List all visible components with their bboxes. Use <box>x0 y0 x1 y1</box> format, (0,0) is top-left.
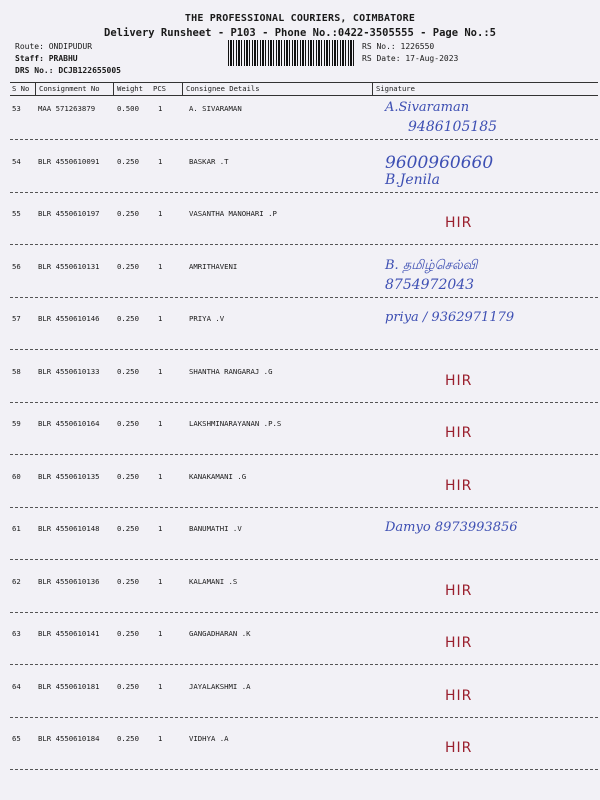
row-sno: 65 <box>12 734 21 743</box>
row-weight: 0.250 <box>117 734 139 743</box>
row-consignee-name: LAKSHMINARAYANAN .P.S <box>189 419 282 428</box>
signature-line-2: 8754972043 <box>385 277 475 293</box>
row-pcs: 1 <box>158 682 163 691</box>
row-sno: 60 <box>12 472 21 481</box>
signature-hir: HIR <box>445 478 473 494</box>
row-consignment-number: BLR 4550610133 <box>38 367 100 376</box>
signature-line-1: priya / 9362971179 <box>385 310 515 325</box>
col-header-consignee: Consignee Details <box>186 84 260 93</box>
header-bottom-line <box>10 95 598 96</box>
row-sno: 56 <box>12 262 21 271</box>
row-pcs: 1 <box>158 367 163 376</box>
row-weight: 0.250 <box>117 157 139 166</box>
row-consignment-number: BLR 4550610164 <box>38 419 100 428</box>
signature-line-2: B.Jenila <box>385 172 440 188</box>
row-weight: 0.250 <box>117 682 139 691</box>
signature-line-2: 9486105185 <box>408 119 498 135</box>
row-consignment-number: BLR 4550610131 <box>38 262 100 271</box>
row-weight: 0.250 <box>117 524 139 533</box>
row-separator <box>10 244 598 245</box>
row-sno: 63 <box>12 629 21 638</box>
col-header-weight: Weight <box>117 84 143 93</box>
row-consignee-name: BASKAR .T <box>189 157 229 166</box>
rs-number: RS No.: 1226550 <box>362 42 435 51</box>
row-consignee-name: SHANTHA RANGARAJ .G <box>189 367 273 376</box>
signature-hir: HIR <box>445 425 473 441</box>
row-sno: 54 <box>12 157 21 166</box>
row-consignee-name: AMRITHAVENI <box>189 262 238 271</box>
row-pcs: 1 <box>158 157 163 166</box>
route-label: Route: ONDIPUDUR <box>15 42 93 51</box>
staff-label: Staff: PRABHU <box>15 54 78 63</box>
row-separator <box>10 664 598 665</box>
row-consignee-name: VIDHYA .A <box>189 734 229 743</box>
row-separator <box>10 559 598 560</box>
row-sno: 55 <box>12 209 21 218</box>
col-header-pcs: PCS <box>153 84 166 93</box>
row-consignment-number: BLR 4550610141 <box>38 629 100 638</box>
col-header-sno: S No <box>12 84 30 93</box>
row-consignee-name: KALAMANI .S <box>189 577 238 586</box>
signature-hir: HIR <box>445 373 473 389</box>
row-sno: 57 <box>12 314 21 323</box>
row-pcs: 1 <box>158 419 163 428</box>
col-header-signature: Signature <box>376 84 415 93</box>
row-pcs: 1 <box>158 314 163 323</box>
row-separator <box>10 349 598 350</box>
row-sno: 64 <box>12 682 21 691</box>
row-consignee-name: A. SIVARAMAN <box>189 104 242 113</box>
row-consignment-number: BLR 4550610136 <box>38 577 100 586</box>
col-divider <box>113 82 114 95</box>
row-consignment-number: MAA 571263879 <box>38 104 96 113</box>
col-divider <box>35 82 36 95</box>
row-consignment-number: BLR 4550610197 <box>38 209 100 218</box>
row-weight: 0.500 <box>117 104 139 113</box>
row-consignment-number: BLR 4550610181 <box>38 682 100 691</box>
row-consignment-number: BLR 4550610135 <box>38 472 100 481</box>
runsheet-title: Delivery Runsheet - P103 - Phone No.:0422-3505555 - Page No.:5 <box>104 27 496 39</box>
row-separator <box>10 612 598 613</box>
row-separator <box>10 402 598 403</box>
row-weight: 0.250 <box>117 629 139 638</box>
signature-hir: HIR <box>445 635 473 651</box>
row-pcs: 1 <box>158 104 163 113</box>
row-consignment-number: BLR 4550610146 <box>38 314 100 323</box>
signature-hir: HIR <box>445 688 473 704</box>
signature-hir: HIR <box>445 740 473 756</box>
row-sno: 62 <box>12 577 21 586</box>
row-sno: 53 <box>12 104 21 113</box>
row-separator <box>10 454 598 455</box>
row-weight: 0.250 <box>117 314 139 323</box>
row-consignee-name: PRIYA .V <box>189 314 225 323</box>
row-separator <box>10 139 598 140</box>
row-consignee-name: GANGADHARAN .K <box>189 629 251 638</box>
signature-line-1: A.Sivaraman <box>385 100 470 115</box>
company-title: THE PROFESSIONAL COURIERS, COIMBATORE <box>184 13 416 24</box>
row-consignment-number: BLR 4550610091 <box>38 157 100 166</box>
rs-date: RS Date: 17-Aug-2023 <box>362 54 459 63</box>
drs-number: DRS No.: DCJB122655005 <box>15 66 121 75</box>
signature-hir: HIR <box>445 583 473 599</box>
col-divider <box>372 82 373 95</box>
row-sno: 61 <box>12 524 21 533</box>
barcode <box>228 40 355 66</box>
row-consignee-name: VASANTHA MANOHARI .P <box>189 209 277 218</box>
row-consignment-number: BLR 4550610184 <box>38 734 100 743</box>
row-separator <box>10 769 598 770</box>
row-pcs: 1 <box>158 209 163 218</box>
signature-line-1: B. தமிழ்செல்வி <box>385 258 478 273</box>
header-top-line <box>10 82 598 83</box>
col-divider <box>182 82 183 95</box>
row-weight: 0.250 <box>117 472 139 481</box>
row-pcs: 1 <box>158 472 163 481</box>
signature-hir: HIR <box>445 215 473 231</box>
row-weight: 0.250 <box>117 577 139 586</box>
row-weight: 0.250 <box>117 419 139 428</box>
row-consignee-name: BANUMATHI .V <box>189 524 242 533</box>
row-pcs: 1 <box>158 524 163 533</box>
signature-line-1: 9600960660 <box>385 153 494 173</box>
row-pcs: 1 <box>158 734 163 743</box>
row-pcs: 1 <box>158 262 163 271</box>
row-separator <box>10 717 598 718</box>
row-consignee-name: JAYALAKSHMI .A <box>189 682 251 691</box>
row-pcs: 1 <box>158 629 163 638</box>
col-header-consignment: Consignment No <box>39 84 100 93</box>
row-separator <box>10 192 598 193</box>
row-weight: 0.250 <box>117 209 139 218</box>
signature-line-1: Damyo 8973993856 <box>385 520 518 535</box>
row-weight: 0.250 <box>117 262 139 271</box>
row-consignment-number: BLR 4550610148 <box>38 524 100 533</box>
row-sno: 58 <box>12 367 21 376</box>
row-sno: 59 <box>12 419 21 428</box>
row-pcs: 1 <box>158 577 163 586</box>
row-separator <box>10 507 598 508</box>
row-separator <box>10 297 598 298</box>
row-consignee-name: KANAKAMANI .G <box>189 472 247 481</box>
row-weight: 0.250 <box>117 367 139 376</box>
